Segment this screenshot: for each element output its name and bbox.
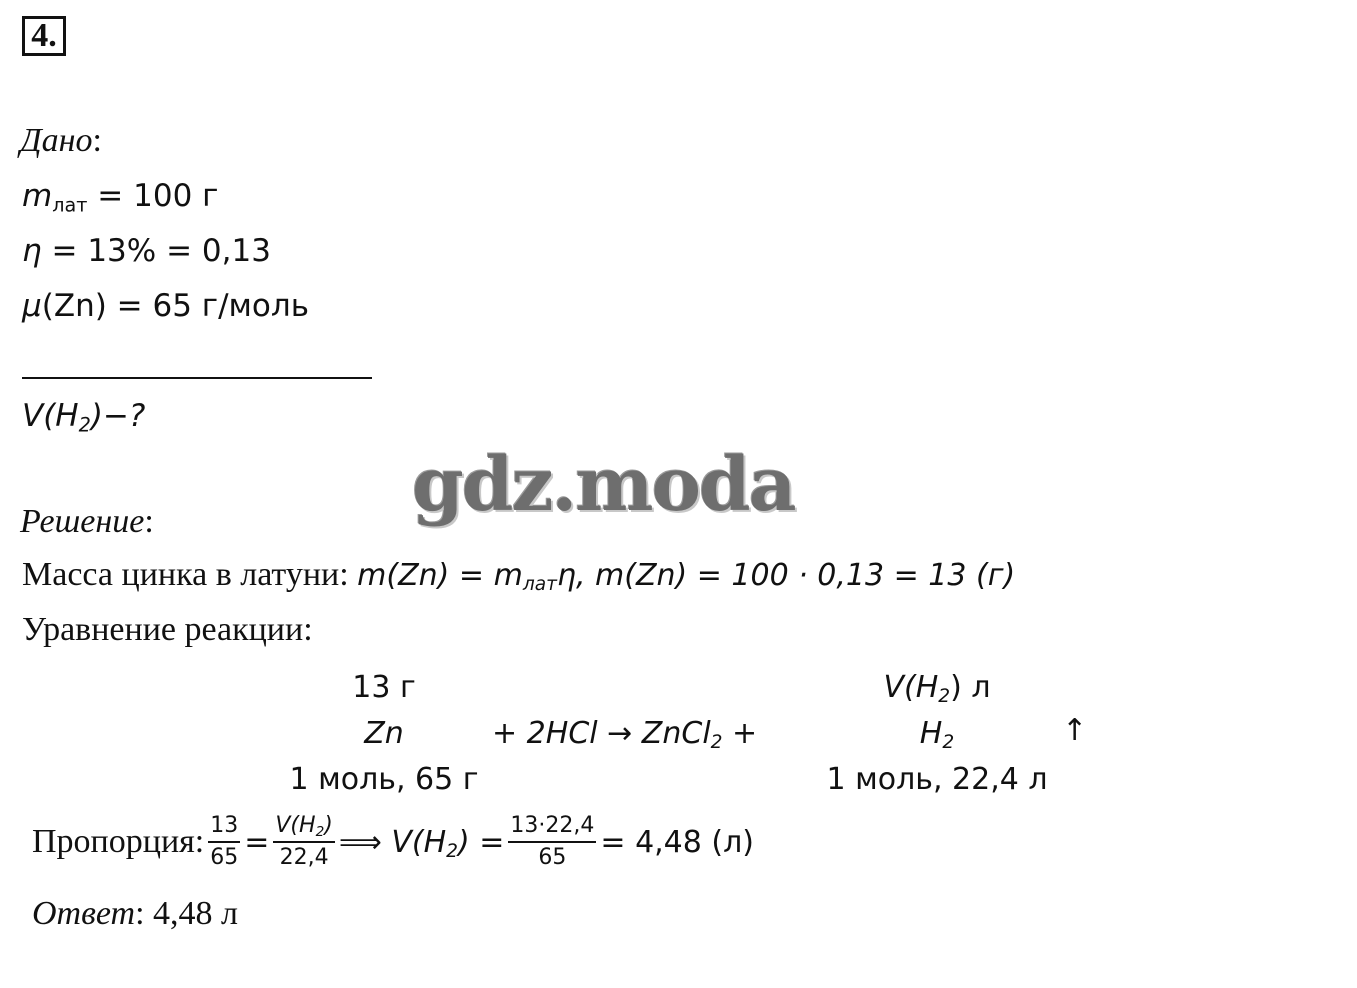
implies-sub: 2	[446, 840, 459, 862]
given-heading-colon: :	[92, 122, 102, 159]
zinc-mass-formula-sub: лат	[522, 574, 557, 596]
fraction-denominator: 65	[210, 845, 239, 870]
find-suffix: )−?	[90, 398, 146, 434]
find-line	[22, 398, 146, 437]
fraction-vh2-22-4	[273, 811, 334, 873]
reaction-h2-above-b: ) л	[950, 670, 991, 705]
answer-value: 4,48 л	[153, 895, 238, 932]
fraction-numerator-a: V(H	[275, 813, 316, 838]
given-line-rest: = 100 г	[87, 178, 219, 214]
reaction-h2-sub: 2	[942, 732, 955, 754]
implies-a: ⟹ V(H	[338, 824, 447, 860]
fraction-numerator: 13	[208, 811, 240, 843]
reaction-h2	[919, 716, 955, 754]
given-line-fraction	[22, 233, 271, 269]
watermark: gdz.moda	[412, 442, 795, 528]
reaction-middle-sub: 2	[710, 732, 723, 754]
given-divider	[22, 377, 372, 379]
given-heading-label: Дано	[20, 122, 93, 159]
reaction-zn: Zn	[364, 716, 404, 751]
reaction-zn-below: 1 моль, 65 г	[289, 762, 479, 797]
solution-heading	[20, 503, 154, 541]
fraction-13-65	[208, 811, 240, 873]
given-line-var: μ	[22, 288, 42, 324]
proportion-result: = 4,48 (л)	[600, 824, 754, 860]
given-line-var: m	[22, 178, 53, 214]
equals-sign: =	[244, 824, 270, 860]
reaction-h2-above	[883, 670, 991, 708]
fraction-numerator	[273, 811, 334, 843]
find-sub: 2	[78, 413, 91, 437]
zinc-mass-label: Масса цинка в латуни:	[22, 556, 358, 593]
proportion-line	[32, 811, 754, 873]
proportion-label: Пропорция:	[32, 823, 205, 860]
gas-arrow-icon: ↑	[1062, 713, 1088, 748]
solution-heading-label: Решение	[20, 503, 145, 540]
implies-expression	[339, 825, 505, 860]
given-line-var: η	[22, 233, 42, 269]
fraction-denominator: 65	[538, 845, 567, 870]
given-line-brass-mass	[22, 178, 219, 217]
fraction-numerator: 13·22,4	[508, 811, 596, 843]
fraction-result	[508, 811, 596, 873]
reaction-middle-b: +	[722, 716, 758, 751]
zinc-mass-formula-a: m(Zn) = m	[357, 558, 523, 593]
answer-label: Ответ	[32, 895, 136, 932]
given-heading	[20, 122, 102, 160]
reaction-label: Уравнение реакции:	[22, 611, 313, 648]
reaction-h2-symbol: H	[919, 716, 943, 751]
given-line-rest: = 13% = 0,13	[41, 233, 271, 269]
implies-b: ) =	[458, 824, 505, 860]
reaction-h2-above-a: V(H	[883, 670, 939, 705]
reaction-zn-above: 13 г	[352, 670, 416, 705]
reaction-h2-above-sub: 2	[938, 686, 951, 708]
given-line-sub: лат	[52, 193, 88, 217]
given-line-molar-mass	[22, 288, 309, 324]
answer-colon: :	[135, 895, 154, 932]
find-prefix: V(H	[22, 398, 79, 434]
zinc-mass-line	[22, 556, 1015, 594]
reaction-middle-a: + 2HCl → ZnCl	[492, 716, 711, 751]
reaction-h2-below: 1 моль, 22,4 л	[826, 762, 1048, 797]
fraction-denominator: 22,4	[279, 845, 329, 870]
solution-heading-colon: :	[144, 503, 154, 540]
zinc-mass-formula	[357, 558, 1016, 596]
problem-number: 4.	[22, 16, 66, 56]
reaction-middle	[492, 716, 758, 754]
answer-line	[32, 895, 238, 933]
fraction-numerator-b: )	[324, 813, 333, 838]
given-line-rest: (Zn) = 65 г/моль	[41, 288, 309, 324]
fraction-numerator-sub: 2	[315, 823, 325, 840]
zinc-mass-formula-b: η, m(Zn) = 100 · 0,13 = 13 (г)	[556, 558, 1016, 593]
